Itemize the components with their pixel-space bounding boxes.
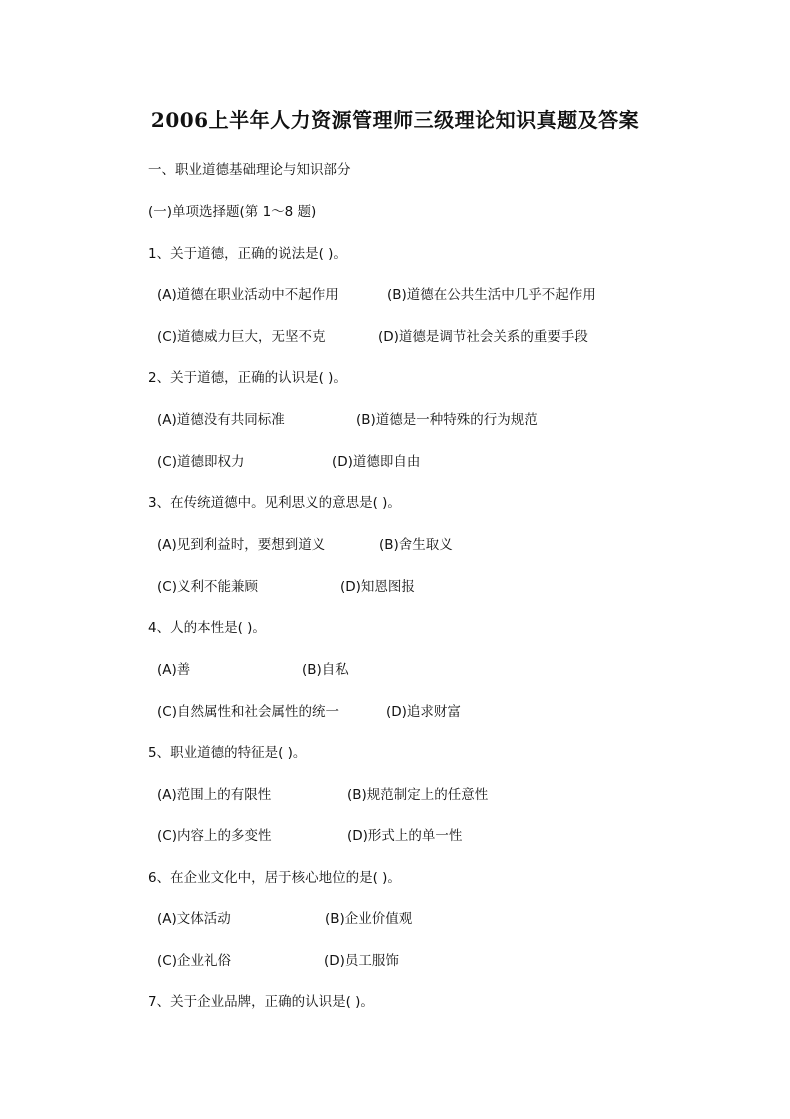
question-stem: 1、关于道德，正确的说法是( )。 — [148, 246, 347, 262]
option-b: (B)道德是一种特殊的行为规范 — [356, 412, 538, 428]
option-d: (D)形式上的单一性 — [347, 828, 463, 844]
option-b: (B)自私 — [302, 662, 349, 678]
question-stem: 3、在传统道德中。见利思义的意思是( )。 — [148, 495, 401, 511]
question-stem: 4、人的本性是( )。 — [148, 620, 266, 636]
subsection-heading: (一)单项选择题(第 1～8 题) — [148, 204, 317, 220]
option-c: (C)内容上的多变性 — [157, 828, 272, 844]
option-a: (A)善 — [157, 662, 191, 678]
option-d: (D)员工服饰 — [324, 953, 399, 969]
question-stem: 2、关于道德，正确的认识是( )。 — [148, 370, 347, 386]
document-title: 2006上半年人力资源管理师三级理论知识真题及答案 — [150, 108, 640, 132]
section-heading: 一、职业道德基础理论与知识部分 — [148, 162, 351, 178]
option-c: (C)道德威力巨大，无坚不克 — [157, 329, 326, 345]
option-d: (D)道德是调节社会关系的重要手段 — [378, 329, 588, 345]
option-b: (B)企业价值观 — [325, 911, 413, 927]
question-stem: 6、在企业文化中，居于核心地位的是( )。 — [148, 870, 401, 886]
option-b: (B)规范制定上的任意性 — [347, 787, 489, 803]
question-stem: 5、职业道德的特征是( )。 — [148, 745, 307, 761]
option-b: (B)舍生取义 — [379, 537, 453, 553]
option-d: (D)追求财富 — [386, 704, 461, 720]
option-c: (C)道德即权力 — [157, 454, 245, 470]
option-d: (D)道德即自由 — [332, 454, 421, 470]
question-stem: 7、关于企业品牌，正确的认识是( )。 — [148, 994, 374, 1010]
option-b: (B)道德在公共生活中几乎不起作用 — [387, 287, 596, 303]
option-a: (A)道德没有共同标准 — [157, 412, 285, 428]
option-a: (A)见到利益时，要想到道义 — [157, 537, 326, 553]
option-c: (C)企业礼俗 — [157, 953, 231, 969]
option-a: (A)范围上的有限性 — [157, 787, 272, 803]
option-c: (C)自然属性和社会属性的统一 — [157, 704, 339, 720]
option-a: (A)文体活动 — [157, 911, 231, 927]
option-c: (C)义利不能兼顾 — [157, 579, 258, 595]
option-d: (D)知恩图报 — [340, 579, 415, 595]
option-a: (A)道德在职业活动中不起作用 — [157, 287, 339, 303]
